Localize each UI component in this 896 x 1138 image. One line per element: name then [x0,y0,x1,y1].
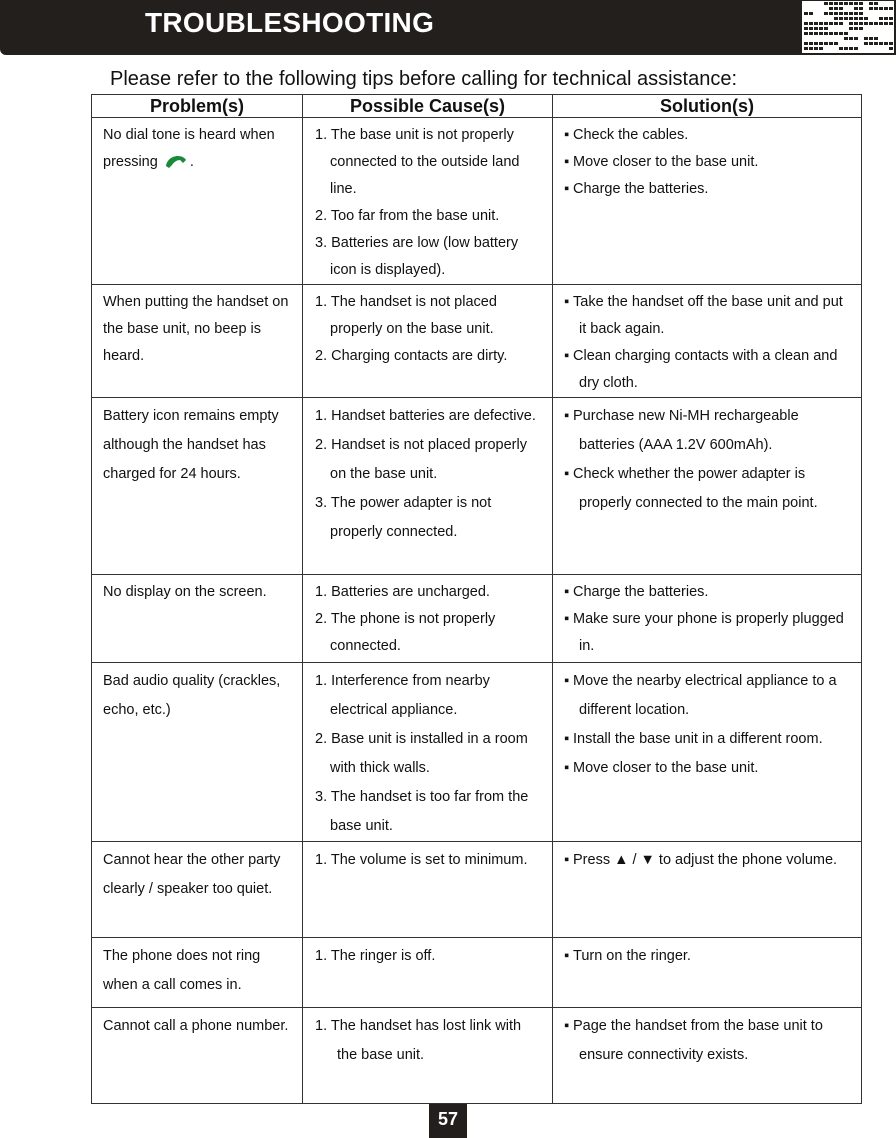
pattern-block [849,27,853,30]
pattern-block [874,42,878,45]
cause-cell [303,842,553,938]
pattern-block [849,37,853,40]
pattern-block [834,7,838,10]
cause-item: 2. Handset is not placed properly on the base unit. [315,437,527,482]
cause-item: 1. Handset batteries are defective. [315,408,536,424]
pattern-block [859,12,863,15]
pattern-block [854,7,858,10]
pattern-block [839,47,843,50]
pattern-block [849,47,853,50]
pattern-block [849,22,853,25]
pattern-block [839,32,843,35]
bullet-icon: ▪ [564,760,570,776]
pattern-block [824,22,828,25]
pattern-block [839,7,843,10]
pattern-block [824,32,828,35]
solution-text: Purchase new Ni-MH rechargeable batteries (AAA 1.2V 600mAh). [573,408,799,453]
pattern-block [804,42,808,45]
problem-text: No display on the screen. [103,584,267,600]
pattern-block [869,22,873,25]
pattern-block [879,42,883,45]
solution-text: Turn on the ringer. [573,948,691,964]
solution-text: Page the handset from the base unit to ensure connectivity exists. [573,1018,823,1063]
table-row [92,575,862,663]
pattern-block [864,42,868,45]
cause-item: 1. The ringer is off. [315,948,436,964]
pattern-block [834,17,838,20]
pattern-block [889,42,893,45]
pattern-block [819,22,823,25]
pattern-block [819,47,823,50]
bullet-icon: ▪ [564,348,570,364]
solution-cell [553,398,862,575]
pattern-block [809,47,813,50]
pattern-block [854,2,858,5]
pattern-block [869,7,873,10]
problem-cell [92,1008,303,1104]
pattern-block [874,7,878,10]
solution-cell [553,1008,862,1104]
solution-text: Move closer to the base unit. [573,760,759,776]
solution-item [564,460,851,518]
problem-text: Cannot call a phone number. [103,1018,289,1034]
pattern-block [814,32,818,35]
problem-text: Cannot hear the other party clearly / speaker too quiet. [103,852,281,897]
cause-item: 2. Base unit is installed in a room with thick walls. [315,731,528,776]
bullet-icon: ▪ [564,731,570,747]
pattern-block [829,32,833,35]
pattern-block [864,37,868,40]
solution-cell [553,575,862,663]
problem-text: Battery icon remains empty although the handset has charged for 24 hours. [103,408,279,482]
pattern-block [864,17,868,20]
pattern-block [804,27,808,30]
pattern-block [849,12,853,15]
problem-cell [92,938,303,1008]
table-row [92,118,862,285]
table-header-row [92,95,862,118]
pattern-block [829,12,833,15]
column-header-solution: Solution(s) [553,95,862,118]
solution-text: Check whether the power adapter is properly connected to the main point. [573,466,818,511]
pattern-block [859,22,863,25]
pattern-block [844,37,848,40]
solution-text: Charge the batteries. [573,181,709,197]
problem-text: When putting the handset on the base unit, no beep is heard. [103,294,289,364]
pattern-block [819,32,823,35]
intro-text: Please refer to the following tips before calling for technical assistance: [110,68,738,90]
problem-cell [92,575,303,663]
cause-cell [303,663,553,842]
problem-cell [92,663,303,842]
pattern-block [839,2,843,5]
problem-text: The phone does not ring when a call comes in. [103,948,261,993]
cause-cell [303,575,553,663]
bullet-icon: ▪ [564,127,570,143]
pattern-block [879,7,883,10]
pattern-block [859,17,863,20]
pattern-block [834,12,838,15]
cause-item: 2. Charging contacts are dirty. [315,348,508,364]
pattern-block [889,7,893,10]
pattern-block [829,22,833,25]
pattern-block [819,27,823,30]
page-header [0,0,896,55]
green-phone-icon [164,153,188,180]
pattern-block [869,42,873,45]
solution-text: Check the cables. [573,127,689,143]
cause-item: 1. Batteries are uncharged. [315,584,490,600]
pattern-block [804,22,808,25]
cause-cell [303,938,553,1008]
pattern-block [859,2,863,5]
cause-item: 1. The base unit is not properly connected to the outside land line. [315,127,520,197]
cause-item: 2. The phone is not properly connected. [315,611,496,654]
pattern-block [874,22,878,25]
solution-item [564,846,851,875]
solution-item [564,1012,851,1070]
table-row [92,398,862,575]
bullet-icon: ▪ [564,408,570,424]
cause-item: 2. Too far from the base unit. [315,208,500,224]
cause-item: 3. The power adapter is not properly connected. [315,495,492,540]
cause-cell [303,398,553,575]
solution-cell [553,663,862,842]
pattern-block [844,32,848,35]
pattern-block [824,12,828,15]
solution-item [564,942,851,971]
solution-item [564,606,851,660]
pattern-block [844,12,848,15]
solution-text: Move the nearby electrical appliance to a different location. [573,673,837,718]
column-header-problem: Problem(s) [92,95,303,118]
cause-item: 1. Interference from nearby electrical appliance. [315,673,490,718]
problem-text-end: . [189,154,194,170]
pattern-block [834,2,838,5]
pattern-block [824,42,828,45]
bullet-icon: ▪ [564,852,570,868]
problem-text: No dial tone is heard when pressing [103,127,275,170]
pattern-block [829,42,833,45]
problem-cell [92,118,303,285]
pattern-block [819,42,823,45]
table-row [92,1008,862,1104]
solution-text: Move closer to the base unit. [573,154,759,170]
cause-item: 3. The handset is too far from the base unit. [315,789,529,834]
pattern-block [814,22,818,25]
table-row [92,663,862,842]
cause-cell [303,118,553,285]
table-row [92,285,862,398]
decorative-pattern [802,1,894,53]
pattern-block [834,32,838,35]
bullet-icon: ▪ [564,673,570,689]
pattern-block [889,17,893,20]
problem-cell [92,285,303,398]
solution-cell [553,842,862,938]
solution-text: Press ▲ / ▼ to adjust the phone volume. [573,852,838,868]
pattern-block [854,47,858,50]
solution-item [564,402,851,460]
pattern-block [889,47,893,50]
cause-item: 1. The handset is not placed properly on the base unit. [315,294,497,337]
solution-cell [553,118,862,285]
pattern-block [824,27,828,30]
bullet-icon: ▪ [564,1018,570,1034]
pattern-block [809,22,813,25]
troubleshooting-table [91,94,862,1104]
pattern-block [884,7,888,10]
pattern-block [874,37,878,40]
pattern-block [854,17,858,20]
pattern-block [869,37,873,40]
solution-text: Install the base unit in a different room. [573,731,823,747]
page-number: 57 [429,1104,467,1138]
pattern-block [809,32,813,35]
solution-item [564,149,851,176]
pattern-block [844,17,848,20]
pattern-block [804,12,808,15]
solution-text: Make sure your phone is properly plugged in. [573,611,844,654]
bullet-icon: ▪ [564,948,570,964]
table-row [92,938,862,1008]
solution-item [564,667,851,725]
pattern-block [884,42,888,45]
pattern-block [869,2,873,5]
pattern-block [839,12,843,15]
problem-cell [92,398,303,575]
pattern-block [854,12,858,15]
pattern-block [884,22,888,25]
pattern-block [889,22,893,25]
pattern-block [814,42,818,45]
page-title: TROUBLESHOOTING [145,7,435,38]
pattern-block [834,22,838,25]
solution-text: Take the handset off the base unit and put it back again. [573,294,843,337]
pattern-block [854,27,858,30]
bullet-icon: ▪ [564,584,570,600]
pattern-block [809,12,813,15]
pattern-block [809,27,813,30]
pattern-block [859,27,863,30]
pattern-block [879,22,883,25]
cause-item: 3. Batteries are low (low battery icon is displayed). [315,235,519,278]
pattern-block [874,2,878,5]
pattern-block [884,17,888,20]
pattern-block [844,47,848,50]
pattern-block [804,47,808,50]
solution-item [564,176,851,203]
pattern-block [849,17,853,20]
solution-text: Charge the batteries. [573,584,709,600]
pattern-block [804,32,808,35]
cause-item: 1. The handset has lost link with the base unit. [315,1018,522,1063]
pattern-block [849,2,853,5]
bullet-icon: ▪ [564,294,570,310]
pattern-block [864,22,868,25]
solution-item [564,343,851,397]
solution-item [564,579,851,606]
cause-item: 1. The volume is set to minimum. [315,852,528,868]
problem-cell [92,842,303,938]
pattern-block [854,37,858,40]
pattern-block [814,27,818,30]
column-header-cause: Possible Cause(s) [303,95,553,118]
bullet-icon: ▪ [564,181,570,197]
solution-item [564,122,851,149]
pattern-block [809,42,813,45]
cause-cell [303,285,553,398]
pattern-block [879,17,883,20]
pattern-block [844,2,848,5]
pattern-block [839,17,843,20]
pattern-block [824,2,828,5]
solution-item [564,289,851,343]
pattern-block [839,22,843,25]
pattern-block [859,7,863,10]
pattern-block [829,7,833,10]
pattern-block [854,22,858,25]
pattern-block [834,42,838,45]
solution-text: Clean charging contacts with a clean and dry cloth. [573,348,838,391]
table-row [92,842,862,938]
solution-item [564,725,851,754]
bullet-icon: ▪ [564,154,570,170]
pattern-block [829,2,833,5]
bullet-icon: ▪ [564,611,570,627]
solution-cell [553,938,862,1008]
solution-item [564,754,851,783]
cause-cell [303,1008,553,1104]
bullet-icon: ▪ [564,466,570,482]
pattern-block [814,47,818,50]
problem-text: Bad audio quality (crackles, echo, etc.) [103,673,281,718]
solution-cell [553,285,862,398]
